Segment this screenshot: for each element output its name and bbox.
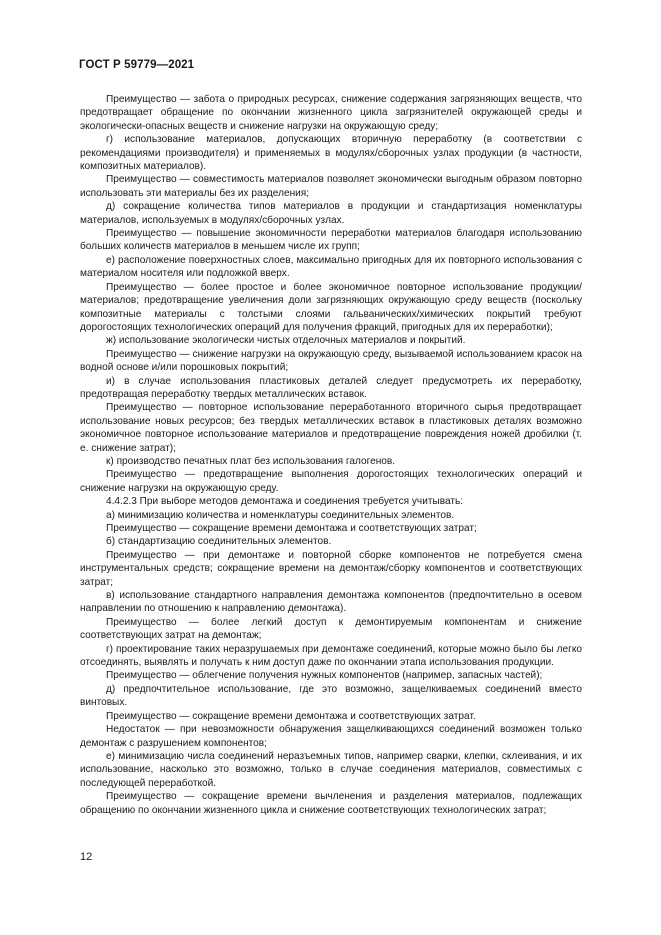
- paragraph: 4.4.2.3 При выборе методов демонтажа и соединения требуется учитывать:: [106, 496, 464, 508]
- paragraph: и) в случае использования пластиковых деталей следует предусмотреть их переработку, предотвращая переработку твердых металлических вставок.: [80, 375, 582, 400]
- paragraph: к) производство печатных плат без использования галогенов.: [106, 455, 396, 467]
- paragraph: Преимущество — забота о природных ресурсах, снижение содержания загрязняющих веществ, что предотвращает обращение по окончании жизненного цикла загрязнителей окружающей среды и экологически-опасных веществ и снижение нагрузки на окружающую среду;: [80, 94, 582, 132]
- paragraph: Преимущество — сокращение времени вычленения и разделения материалов, подлежащих обращению по окончании жизненного цикла и снижение соответствующих технологических затрат;: [80, 791, 582, 816]
- paragraph: Преимущество — сокращение времени демонтажа и соответствующих затрат;: [106, 523, 477, 534]
- paragraph: Преимущество — предотвращение выполнения дорогостоящих технологических операций и снижение нагрузки на окружающую среду.: [80, 469, 582, 494]
- paragraph: г) проектирование таких неразрушаемых при демонтаже соединений, которые можно было бы легко отсоединять, выявлять и получать к ним доступ даже по окончании этапа использования продукции.: [80, 643, 582, 669]
- page-number: 12: [80, 851, 93, 863]
- paragraph: в) использование стандартного направления демонтажа компонентов (предпочтительно в осевом направлении по отношению к направлению демонтажа).: [80, 590, 582, 615]
- paragraph: Преимущество — совместимость материалов позволяет экономически выгодным образом повторно использовать эти материалы без их разделения;: [80, 174, 582, 199]
- paragraph: а) минимизацию количества и номенклатуры соединительных элементов.: [106, 509, 455, 521]
- paragraph: е) минимизацию числа соединений неразъемных типов, например сварки, клепки, склеивания, и их использование, насколько это возможно, только в случае соединения материалов, совместимых с последующей переработкой.: [80, 750, 582, 789]
- paragraph: Преимущество — облегчение получения нужных компонентов (например, запасных частей);: [106, 670, 543, 682]
- paragraph: Преимущество — снижение нагрузки на окружающую среду, вызываемой использованием красок на водной основе и/или порошковых покрытий;: [80, 348, 582, 374]
- paragraph: Преимущество — более простое и более экономичное повторное использование продукции/материалов; предотвращение увеличения доли загрязняющих окружающую среду веществ (поскольку композитные материалы с толстыми слоями гальванических/химических покрытий требуют дорогостоящих технологических операций для получения фракций, пригодных для их переработки);: [80, 281, 582, 333]
- paragraph: б) стандартизацию соединительных элементов.: [106, 536, 332, 548]
- paragraph: д) предпочтительное использование, где это возможно, защелкиваемых соединений вместо винтовых.: [80, 683, 582, 709]
- document-header: ГОСТ Р 59779—2021: [79, 59, 195, 71]
- paragraph: Преимущество — повторное использование переработанного вторичного сырья предотвращает использование новых ресурсов; без твердых металлических вставок в пластиковых деталях возможно экономичное повторное использование материалов и предотвращение повреждения ножей дробилки (т. е. снижение затрат);: [80, 402, 582, 454]
- body-text: [80, 93, 582, 817]
- paragraph: е) расположение поверхностных слоев, максимально пригодных для их повторного использования с материалом носителя или подложкой вверх.: [80, 254, 582, 280]
- paragraph: Недостаток — при невозможности обнаружения защелкивающихся соединений возможен только демонтаж с разрушением компонентов;: [80, 724, 582, 749]
- paragraph: Преимущество — более легкий доступ к демонтируемым компонентам и снижение соответствующих затрат на демонтаж;: [80, 616, 582, 642]
- paragraph: Преимущество — при демонтаже и повторной сборке компонентов не потребуется смена инструментальных средств; сокращение времени на демонтаж/сборку компонентов и соответствующих затрат;: [80, 549, 582, 588]
- paragraph: д) сокращение количества типов материалов в продукции и стандартизация номенклатуры материалов, используемых в модулях/сборочных узлах.: [80, 201, 582, 226]
- paragraph: Преимущество — сокращение времени демонтажа и соответствующих затрат.: [106, 710, 476, 722]
- paragraph: Преимущество — повышение экономичности переработки материалов благодаря использованию больших количеств материалов в меньшем числе их групп;: [80, 228, 582, 253]
- paragraph: ж) использование экологически чистых отделочных материалов и покрытий.: [106, 335, 466, 347]
- paragraph: г) использование материалов, допускающих вторичную переработку (в соответствии с рекомендациями производителя) и применяемых в модулях/сборочных узлах продукции (в частности, композитных материалов).: [80, 134, 582, 173]
